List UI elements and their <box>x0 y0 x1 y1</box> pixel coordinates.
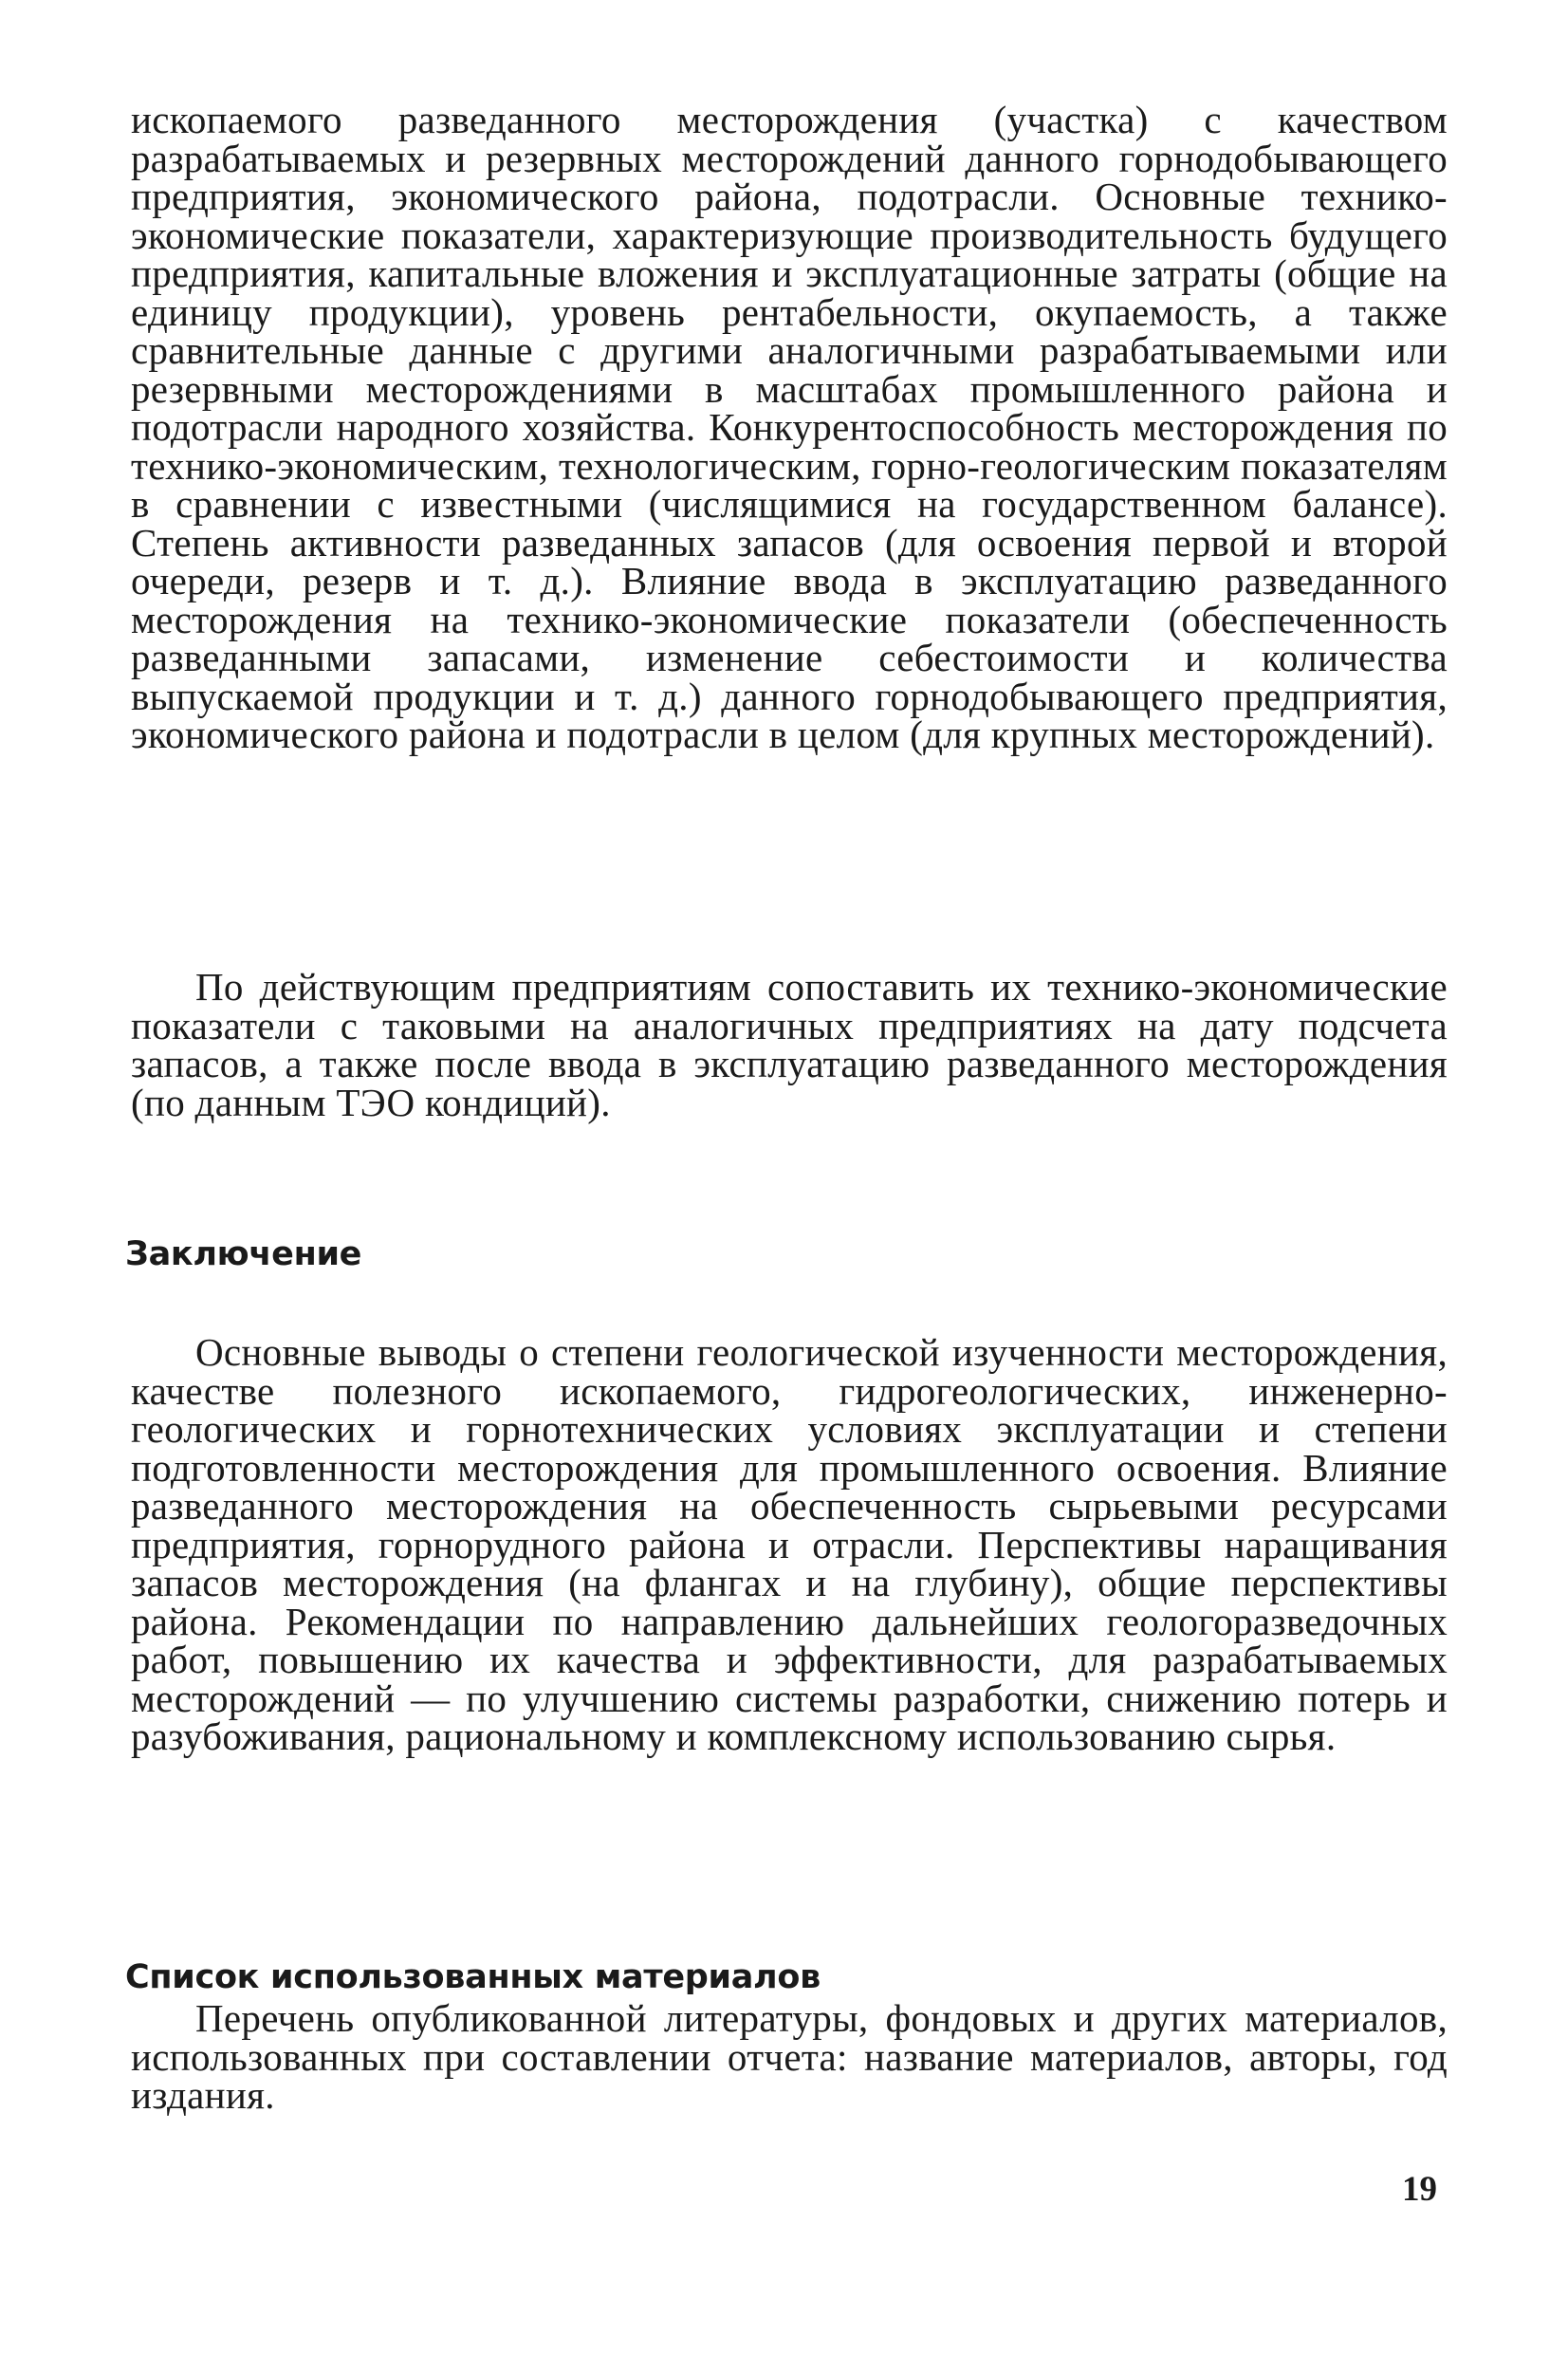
intro-paragraph: ископаемого разведанного месторождения (участка) с качеством разрабатываемых и резервных месторождений данного горнодобывающего предприятия, экономического района, подотрасли. Основные технико-экономические показатели, характеризующие производительность будущего предприятия, капитальные вложения и эксплуатационные затраты (общие на единицу продукции), уровень рентабельности, окупаемость, а также сравнительные данные с другими аналогичными разрабатываемыми или резервными месторождениями в масштабах промышленного района и подотрасли народного хозяйства. Конкурентоспособность месторождения по технико-экономическим, технологическим, горно-геологическим показателям в сравнении с известными (числящимися на государственном балансе). Степень активности разведанных запасов (для освоения первой и второй очереди, резерв и т. д.). Влияние ввода в эксплуатацию разведанного месторождения на технико-экономические показатели (обеспеченность разведанными запасами, изменение себестоимости и количества выпускаемой продукции и т. д.) данного горнодобывающего предприятия, экономического района и подотрасли в целом (для крупных месторождений). <box>131 98 1448 756</box>
references-paragraph: Перечень опубликованной литературы, фондовых и других материалов, использованных при составлении отчета: название материалов, авторы, год издания. <box>131 1996 1448 2117</box>
page-number: 19 <box>1402 2170 1437 2209</box>
references-heading: Список использованных материалов <box>125 1958 821 1996</box>
intro-section <box>131 98 1448 756</box>
conclusion-paragraph: Основные выводы о степени геологической изученности месторождения, качестве полезного ископаемого, гидрогеологических, инженерно-геологических и горнотехнических условиях эксплуатации и степени подготовленности месторождения для промышленного освоения. Влияние разведанного месторождения на обеспеченность сырьевыми ресурсами предприятия, горнорудного района и отрасли. Перспективы наращивания запасов месторождения (на флангах и на глубину), общие перспективы района. Рекомендации по направлению дальнейших геологоразведочных работ, повышению их качества и эффективности, для разрабатываемых месторождений — по улучшению системы разработки, снижению потерь и разубоживания, рациональному и комплексному использованию сырья. <box>131 1330 1448 1758</box>
operating-enterprises-paragraph: По действующим предприятиям сопоставить их технико-экономические показатели с таковыми на аналогичных предприятиях на дату подсчета запасов, а также после ввода в эксплуатацию разведанного месторождения (по данным ТЭО кондиций). <box>131 965 1448 1124</box>
operating-section <box>131 965 1448 1124</box>
references-section <box>131 1996 1448 2117</box>
conclusion-section <box>131 1330 1448 1758</box>
conclusion-heading: Заключение <box>125 1235 362 1273</box>
